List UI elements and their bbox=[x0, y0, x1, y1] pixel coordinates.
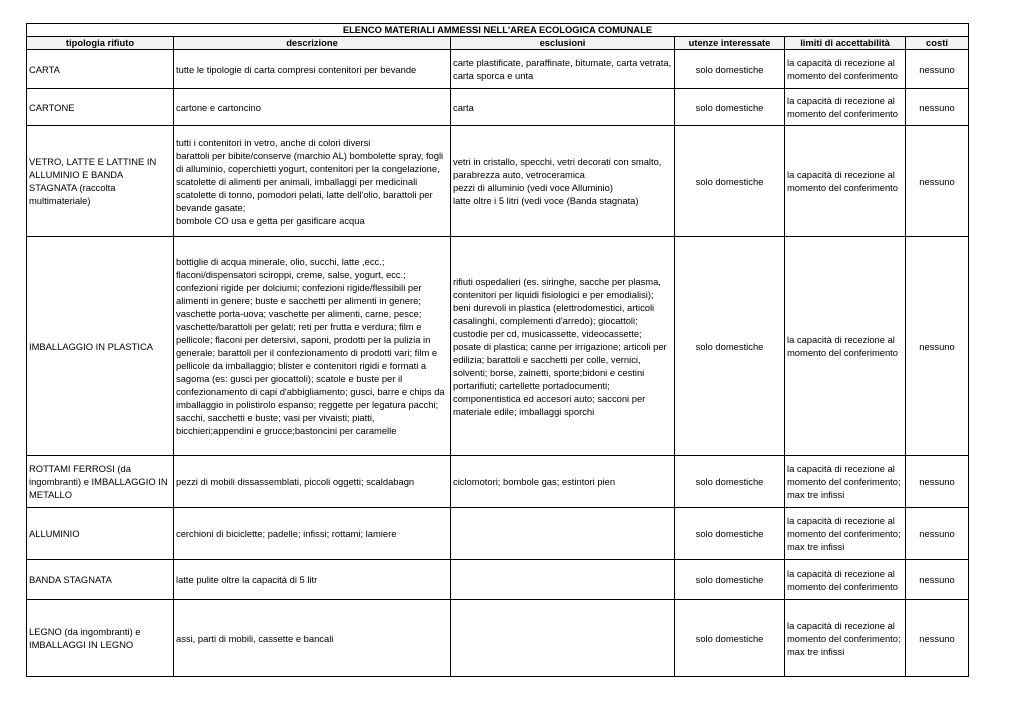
table-row bbox=[27, 50, 969, 89]
header-utenze: utenze interessate bbox=[675, 37, 785, 50]
cell-costi: nessuno bbox=[906, 126, 969, 237]
cell-utenze: solo domestiche bbox=[675, 50, 785, 89]
header-esclusioni: esclusioni bbox=[451, 37, 675, 50]
cell-esclusioni bbox=[451, 600, 675, 677]
cell-utenze: solo domestiche bbox=[675, 89, 785, 126]
cell-limiti: la capacità di recezione al momento del conferimento bbox=[785, 560, 906, 600]
cell-limiti: la capacità di recezione al momento del conferimento bbox=[785, 126, 906, 237]
header-costi: costi bbox=[906, 37, 969, 50]
header-descrizione: descrizione bbox=[174, 37, 451, 50]
header-limiti: limiti di accettabilità bbox=[785, 37, 906, 50]
cell-esclusioni: carte plastificate, paraffinate, bitumate, carta vetrata, carta sporca e unta bbox=[451, 50, 675, 89]
cell-esclusioni: carta bbox=[451, 89, 675, 126]
cell-utenze: solo domestiche bbox=[675, 600, 785, 677]
cell-descrizione: tutte le tipologie di carta compresi contenitori per bevande bbox=[174, 50, 451, 89]
table-row bbox=[27, 89, 969, 126]
cell-descrizione: latte pulite oltre la capacità di 5 litr bbox=[174, 560, 451, 600]
cell-descrizione: cerchioni di biciclette; padelle; infissi; rottami; lamiere bbox=[174, 508, 451, 560]
cell-costi: nessuno bbox=[906, 50, 969, 89]
table-row bbox=[27, 126, 969, 237]
cell-tipologia: LEGNO (da ingombranti) e IMBALLAGGI IN LEGNO bbox=[27, 600, 174, 677]
cell-tipologia: VETRO, LATTE E LATTINE IN ALLUMINIO E BANDA STAGNATA (raccolta multimateriale) bbox=[27, 126, 174, 237]
table-title: ELENCO MATERIALI AMMESSI NELL'AREA ECOLOGICA COMUNALE bbox=[27, 24, 969, 37]
cell-tipologia: CARTA bbox=[27, 50, 174, 89]
cell-esclusioni: rifiuti ospedalieri (es. siringhe, sacche per plasma, contenitori per liquidi fisiologici e per emodialisi); beni durevoli in plastica (elettrodomestici, articoli casalinghi, complementi d'arredo); giocattoli; custodie per cd, musicassette, videocassette; posate di plastica; canne per irrigazione; articoli per edilizia; barattoli e sacchetti per colle, vernici, solventi; borse, zainetti, sporte;bidoni e cestini portarifiuti; cartellette portadocumenti; componentistica ed accesori auto; sacconi per materiale edile; imballaggi sporchi bbox=[451, 237, 675, 456]
cell-utenze: solo domestiche bbox=[675, 560, 785, 600]
cell-tipologia: CARTONE bbox=[27, 89, 174, 126]
table-row bbox=[27, 456, 969, 508]
cell-descrizione: assi, parti di mobili, cassette e bancali bbox=[174, 600, 451, 677]
cell-limiti: la capacità di recezione al momento del conferimento bbox=[785, 89, 906, 126]
cell-tipologia: ROTTAMI FERROSI (da ingombranti) e IMBALLAGGIO IN METALLO bbox=[27, 456, 174, 508]
table-row bbox=[27, 237, 969, 456]
cell-utenze: solo domestiche bbox=[675, 237, 785, 456]
cell-esclusioni: vetri in cristallo, specchi, vetri decorati con smalto, parabrezza auto, vetroceramica pezzi di alluminio (vedi voce Alluminio) latte oltre i 5 litri (vedi voce (Banda stagnata) bbox=[451, 126, 675, 237]
cell-costi: nessuno bbox=[906, 456, 969, 508]
cell-costi: nessuno bbox=[906, 560, 969, 600]
cell-descrizione: cartone e cartoncino bbox=[174, 89, 451, 126]
cell-tipologia: BANDA STAGNATA bbox=[27, 560, 174, 600]
cell-limiti: la capacità di recezione al momento del conferimento bbox=[785, 50, 906, 89]
cell-limiti: la capacità di recezione al momento del conferimento bbox=[785, 237, 906, 456]
cell-limiti: la capacità di recezione al momento del conferimento; max tre infissi bbox=[785, 508, 906, 560]
header-row bbox=[27, 37, 969, 50]
cell-esclusioni bbox=[451, 560, 675, 600]
cell-utenze: solo domestiche bbox=[675, 126, 785, 237]
cell-esclusioni bbox=[451, 508, 675, 560]
header-tipologia: tipologia rifiuto bbox=[27, 37, 174, 50]
cell-tipologia: IMBALLAGGIO IN PLASTICA bbox=[27, 237, 174, 456]
cell-utenze: solo domestiche bbox=[675, 456, 785, 508]
cell-costi: nessuno bbox=[906, 89, 969, 126]
materials-table bbox=[26, 23, 969, 677]
cell-limiti: la capacità di recezione al momento del conferimento; max tre infissi bbox=[785, 600, 906, 677]
cell-descrizione: tutti i contenitori in vetro, anche di colori diversi barattoli per bibite/conserve (marchio AL) bombolette spray, fogli di alluminio, coperchietti yogurt, contenitori per la congelazione, scatolette di alimenti per animali, imballaggi per medicinali scatolette di tonno, pomodori pelati, latte dell'olio, barattoli per bevande gasate; bombole CO usa e getta per gasificare acqua bbox=[174, 126, 451, 237]
cell-costi: nessuno bbox=[906, 600, 969, 677]
cell-costi: nessuno bbox=[906, 237, 969, 456]
cell-descrizione: pezzi di mobili dissassemblati, piccoli oggetti; scaldabagn bbox=[174, 456, 451, 508]
cell-descrizione: bottiglie di acqua minerale, olio, succhi, latte ,ecc.; flaconi/dispensatori sciroppi, creme, salse, yogurt, ecc.; confezioni rigide per dolciumi; confezioni rigide/flessibili per alimenti in genere; buste e sacchetti per alimenti in genere; vaschette porta-uova; vaschette per alimenti, carne, pesce; vaschette/barattoli per gelati; reti per frutta e verdura; film e pellicole; flaconi per detersivi, saponi, prodotti per la pulizia in generale; barattoli per il confezionamento di prodotti vari; film e pellicole da imballaggio; blister e contenitori rigidi e formati a sagoma (es: gusci per giocattoli); scatole e buste per il confezionamento di capi d'abbigliamento; gusci, barre e chips da imballaggio in polistirolo espanso; reggette per legatura pacchi; sacchi, sacchetti e buste; vasi per vivaisti; piatti, bicchieri;appendini e grucce;bastoncini per caramelle bbox=[174, 237, 451, 456]
table-row bbox=[27, 560, 969, 600]
cell-tipologia: ALLUMINIO bbox=[27, 508, 174, 560]
table-row bbox=[27, 508, 969, 560]
cell-utenze: solo domestiche bbox=[675, 508, 785, 560]
cell-costi: nessuno bbox=[906, 508, 969, 560]
cell-limiti: la capacità di recezione al momento del conferimento; max tre infissi bbox=[785, 456, 906, 508]
table-row bbox=[27, 600, 969, 677]
cell-esclusioni: ciclomotori; bombole gas; estintori pien bbox=[451, 456, 675, 508]
